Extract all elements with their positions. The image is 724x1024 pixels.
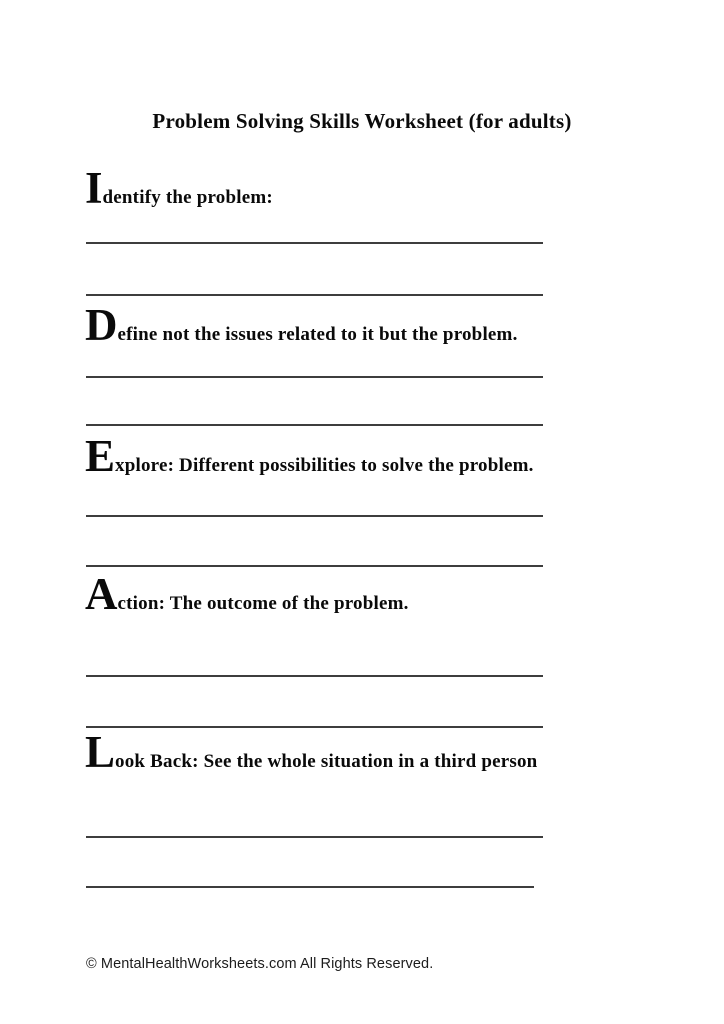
dropcap-look-back: L <box>85 727 116 777</box>
answer-line <box>86 294 543 296</box>
dropcap-explore: E <box>85 431 116 481</box>
dropcap-identify: I <box>85 163 103 213</box>
dropcap-define: D <box>85 300 118 350</box>
worksheet-title: Problem Solving Skills Worksheet (for adults) <box>152 109 572 133</box>
answer-line <box>86 515 543 517</box>
answer-line <box>86 886 534 888</box>
answer-line <box>86 565 543 567</box>
answer-line <box>86 726 543 728</box>
footer-copyright: © MentalHealthWorksheets.com All Rights Reserved. <box>86 956 434 972</box>
answer-line <box>86 242 543 244</box>
heading-text-define: efine not the issues related to it but the problem. <box>117 324 518 345</box>
heading-text-explore: xplore: Different possibilities to solve the problem. <box>115 455 534 476</box>
section-heading-identify <box>85 163 273 213</box>
answer-line <box>86 376 543 378</box>
answer-line <box>86 675 543 677</box>
section-heading-action <box>85 569 409 619</box>
answer-line <box>86 424 543 426</box>
heading-text-identify: dentify the problem: <box>102 187 273 208</box>
section-heading-explore <box>85 431 534 481</box>
section-heading-define <box>85 300 518 350</box>
heading-text-action: ction: The outcome of the problem. <box>117 593 409 614</box>
heading-text-look-back: ook Back: See the whole situation in a third person <box>115 751 538 772</box>
dropcap-action: A <box>85 569 118 619</box>
section-heading-look-back <box>85 727 538 777</box>
answer-line <box>86 836 543 838</box>
